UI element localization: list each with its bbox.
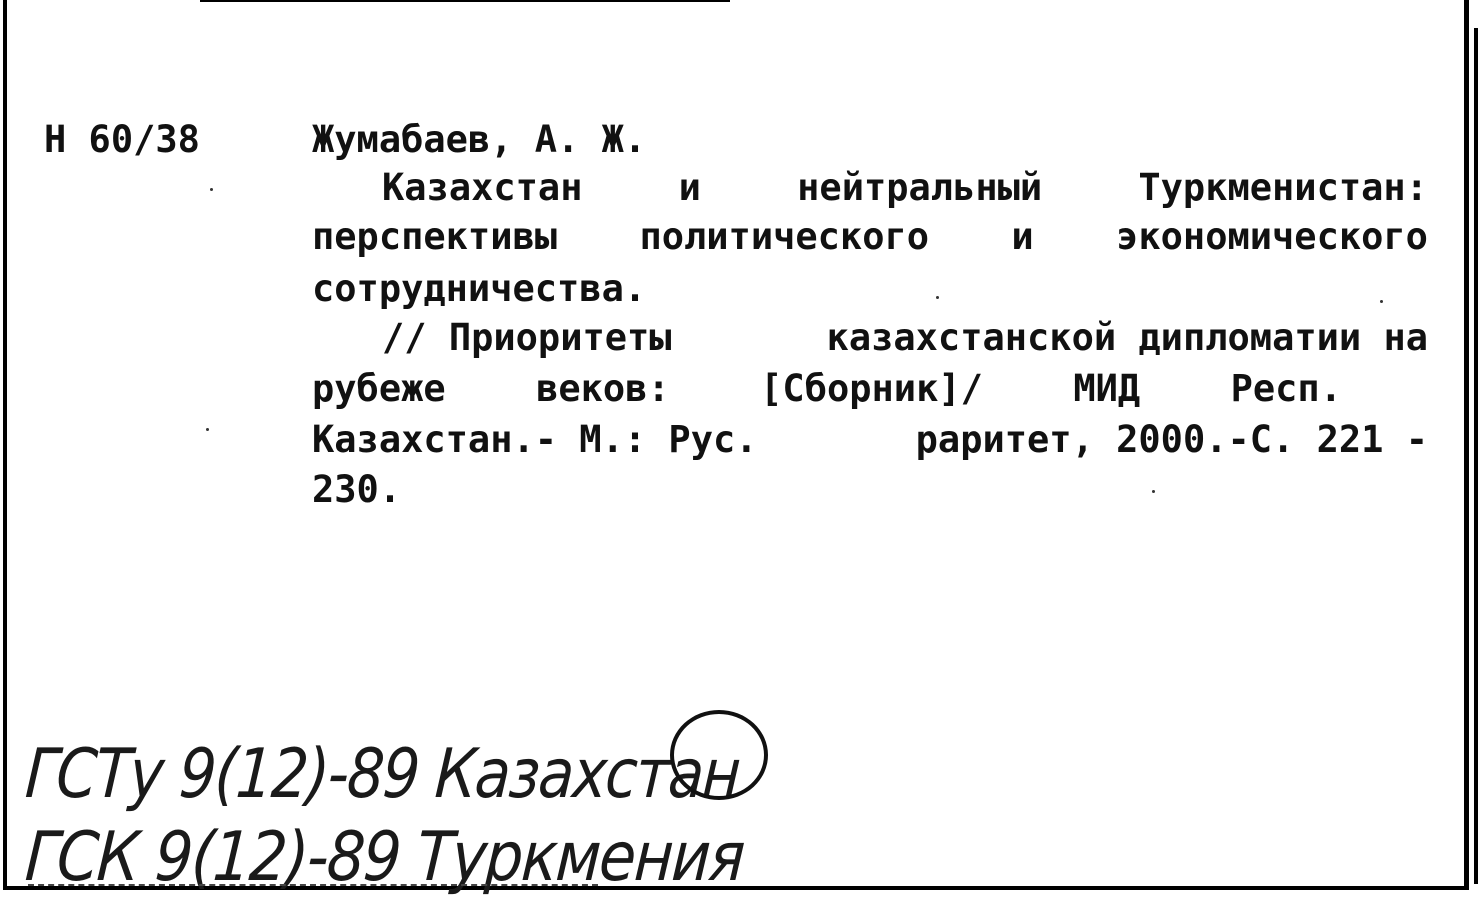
source-line-4: 230. <box>312 468 402 511</box>
source-line-3: Казахстан.- М.: Рус. раритет, 2000.-С. 221 - <box>312 418 1428 461</box>
source-line-2: рубеже веков: [Сборник]/ МИД Респ. <box>312 367 1342 410</box>
title-line-1: Казахстан и нейтральный Туркменистан: <box>382 166 1428 209</box>
title-line-2: перспективы политического и экономического <box>312 215 1428 258</box>
source-line-1: // Приоритеты казахстанской дипломатии на <box>382 316 1428 359</box>
call-number: Н 60/38 <box>44 118 200 161</box>
scan-speck <box>1380 300 1383 303</box>
punch-hole <box>670 710 768 800</box>
handwritten-classification-2: ГСК 9(12)-89 Туркмения <box>23 818 746 897</box>
title-line-3: сотрудничества. <box>312 267 647 310</box>
author-name: Жумабаев, А. Ж. <box>312 118 647 161</box>
card-right-edge <box>1474 28 1478 884</box>
handwritten-classification-1: ГСТу 9(12)-89 Казахстан <box>23 735 742 814</box>
bottom-dashed-line <box>28 884 598 886</box>
card-top-edge <box>200 0 730 2</box>
scan-speck <box>210 188 213 191</box>
scan-speck <box>206 428 209 431</box>
scan-speck <box>1152 490 1155 493</box>
scan-speck <box>936 296 939 299</box>
